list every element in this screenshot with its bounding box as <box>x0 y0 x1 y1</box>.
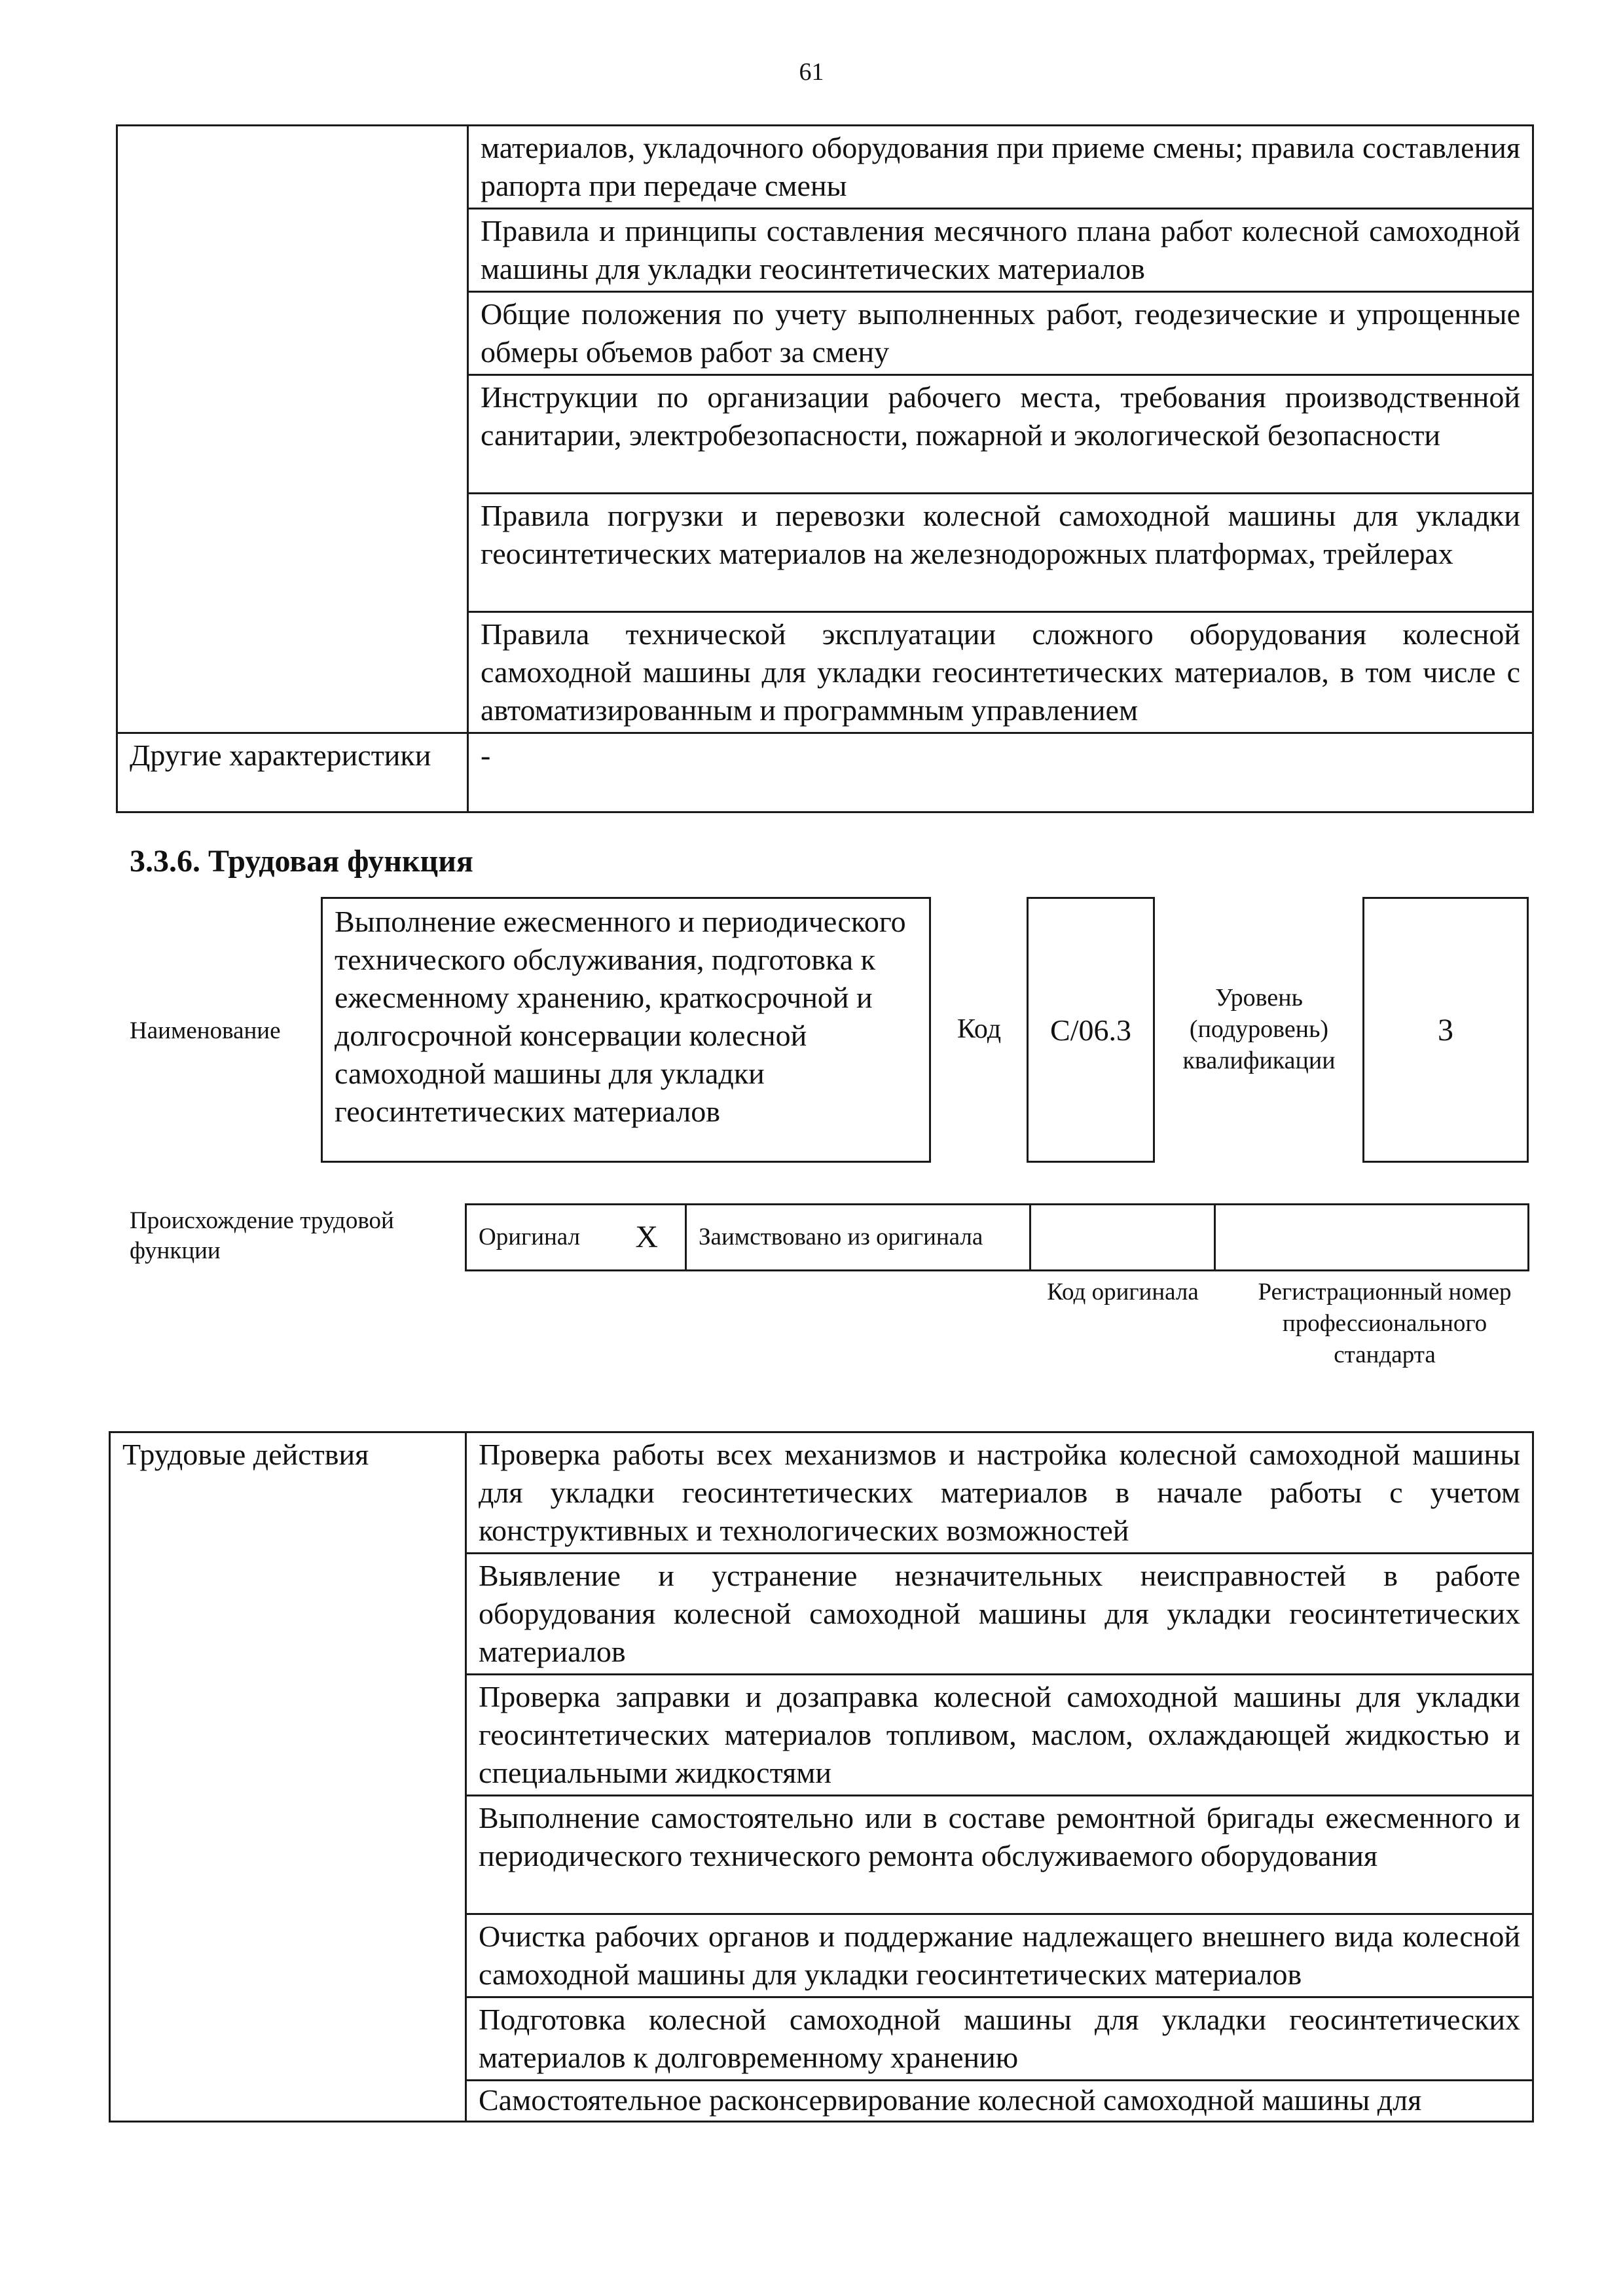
registration-caption: Регистрационный номер профессионального стандарта <box>1258 1279 1512 1368</box>
original-code-cell <box>1030 1205 1215 1271</box>
table-row <box>117 733 1533 812</box>
other-characteristics-label: Другие характеристики <box>117 733 468 812</box>
labor-actions-label: Трудовые действия <box>110 1432 466 2122</box>
table-row <box>117 126 1533 209</box>
function-name-value: Выполнение ежесменного и периодического технического обслуживания, подготовка к ежесменному хранению, краткосрочной и долгосрочной консервации колесной самоходной машины для укладки геосинтетических материалов <box>335 905 906 1128</box>
labor-action-item: Выполнение самостоятельно или в составе ремонтной бригады ежесменного и периодического технического ремонта обслуживаемого оборудования <box>466 1796 1533 1914</box>
code-value: C/06.3 <box>1050 1013 1131 1047</box>
table-row <box>110 1432 1533 1554</box>
code-caption: Код оригинала <box>1047 1279 1199 1305</box>
table-row <box>466 1205 1529 1271</box>
knowledge-item: Правила и принципы составления месячного плана работ колесной самоходной машины для укладки геосинтетических материалов <box>468 209 1533 292</box>
original-label: Оригинал <box>466 1205 609 1271</box>
knowledge-item: Правила технической эксплуатации сложного оборудования колесной самоходной машины для укладки геосинтетических материалов, в том числе с автоматизированным и программным управлением <box>468 612 1533 733</box>
labor-actions-table <box>109 1431 1534 2123</box>
code-box <box>1027 897 1155 1163</box>
labor-action-item: Проверка работы всех механизмов и настройка колесной самоходной машины для укладки геосинтетических материалов в начале работы с учетом конструктивных и технологических возможностей <box>466 1432 1533 1554</box>
knowledge-item: Инструкции по организации рабочего места, требования производственной санитарии, электробезопасности, пожарной и экологической безопасности <box>468 375 1533 494</box>
code-label: Код <box>957 1014 1002 1044</box>
original-mark: X <box>609 1205 686 1271</box>
section-heading: 3.3.6. Трудовая функция <box>130 844 473 879</box>
borrowed-label: Заимствовано из оригинала <box>686 1205 1030 1271</box>
labor-action-item: Самостоятельное расконсервирование колесной самоходной машины для <box>466 2081 1533 2122</box>
level-value: 3 <box>1438 1012 1453 1048</box>
labor-action-item: Подготовка колесной самоходной машины для укладки геосинтетических материалов к долговременному хранению <box>466 1997 1533 2081</box>
level-label: Уровень (подуровень) квалификации <box>1182 984 1336 1074</box>
function-name-box <box>321 897 931 1163</box>
knowledge-item: Правила погрузки и перевозки колесной самоходной машины для укладки геосинтетических материалов на железнодорожных платформах, трейлерах <box>468 494 1533 612</box>
registration-number-cell <box>1215 1205 1529 1271</box>
name-label: Наименование <box>130 1017 281 1044</box>
knowledge-item: материалов, укладочного оборудования при приеме смены; правила составления рапорта при передаче смены <box>468 126 1533 209</box>
other-characteristics-value: - <box>468 733 1533 812</box>
page-number: 61 <box>799 58 824 86</box>
origin-table <box>465 1203 1529 1271</box>
knowledge-table <box>116 124 1534 813</box>
knowledge-label-cell <box>117 126 468 733</box>
labor-action-item: Проверка заправки и дозаправка колесной самоходной машины для укладки геосинтетических материалов топливом, маслом, охлаждающей жидкостью и специальными жидкостями <box>466 1675 1533 1796</box>
level-box <box>1362 897 1529 1163</box>
knowledge-item: Общие положения по учету выполненных работ, геодезические и упрощенные обмеры объемов работ за смену <box>468 292 1533 375</box>
labor-action-item: Очистка рабочих органов и поддержание надлежащего внешнего вида колесной самоходной машины для укладки геосинтетических материалов <box>466 1914 1533 1997</box>
labor-action-item: Выявление и устранение незначительных неисправностей в работе оборудования колесной самоходной машины для укладки геосинтетических материалов <box>466 1554 1533 1675</box>
origin-label: Происхождение трудовой функции <box>130 1207 394 1264</box>
